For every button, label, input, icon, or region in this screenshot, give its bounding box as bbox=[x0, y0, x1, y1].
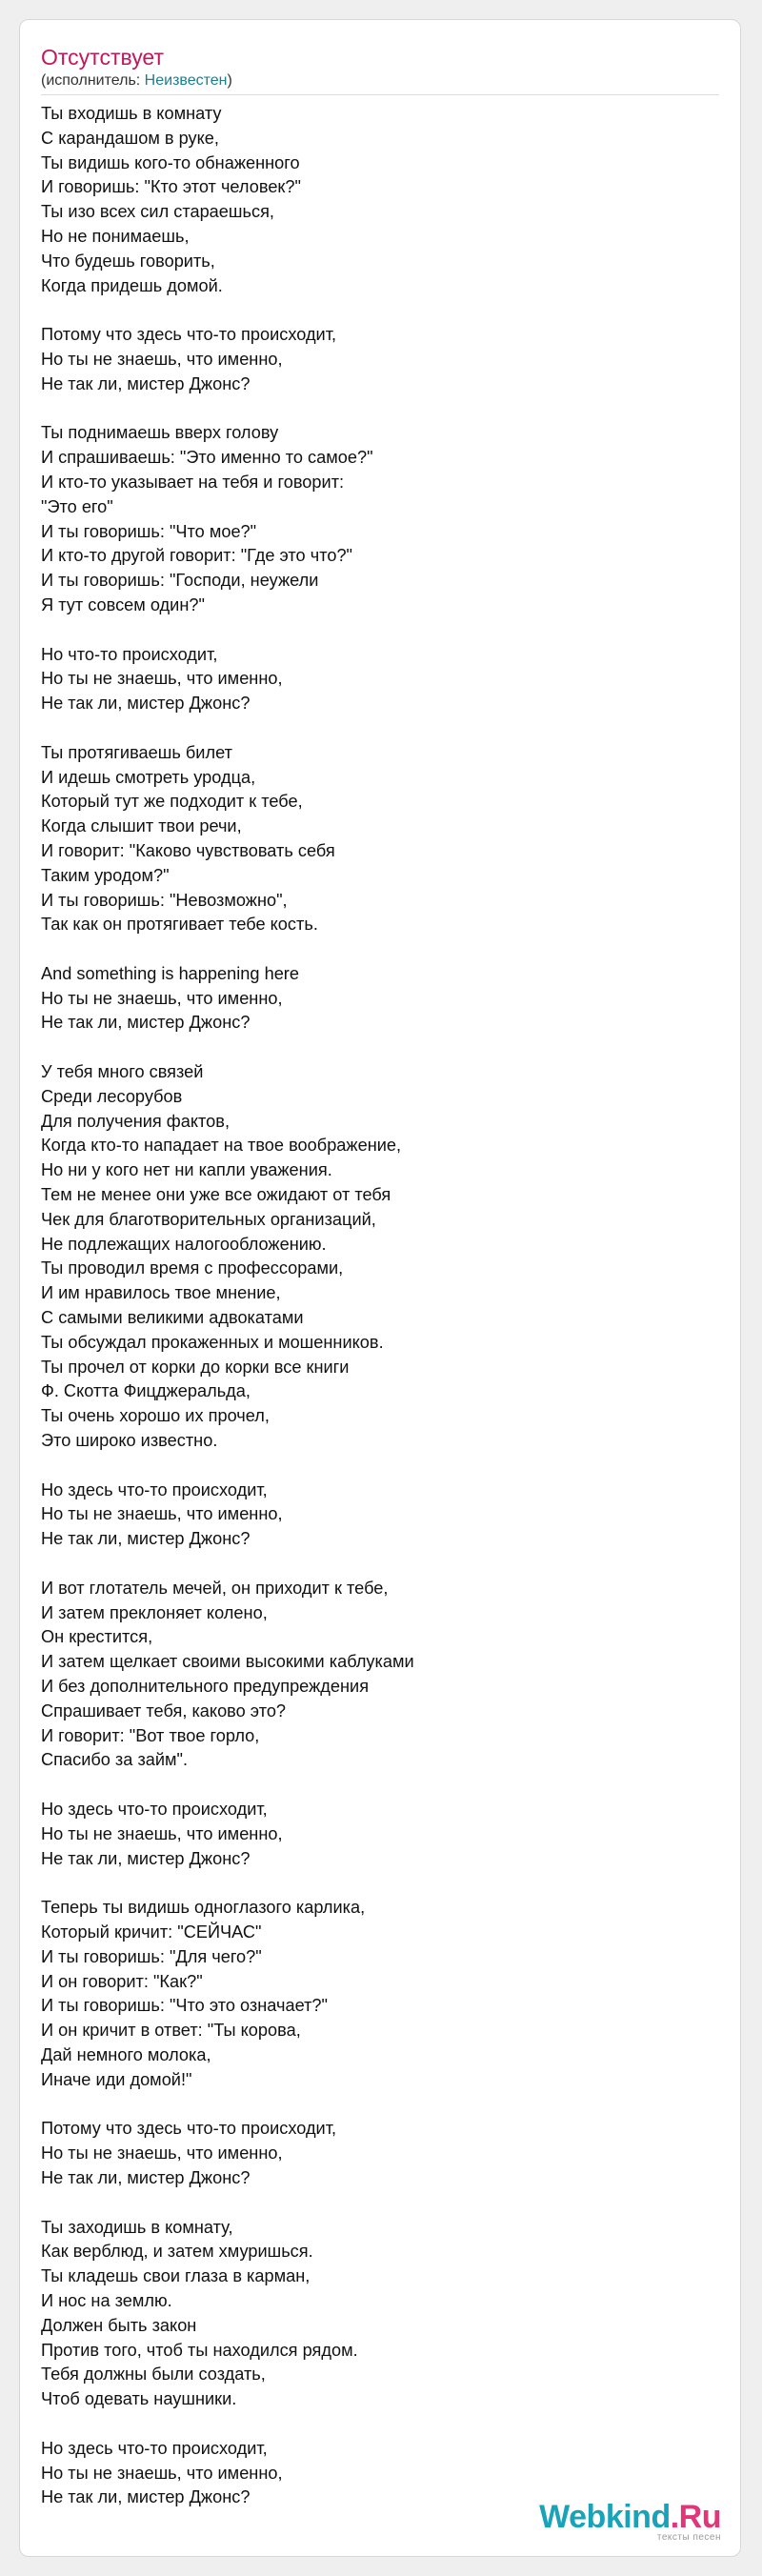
lyrics-line: Чек для благотворительных организаций, bbox=[41, 1209, 376, 1229]
lyrics-line: Ты проводил время с профессорами, bbox=[41, 1258, 344, 1278]
lyrics-line: Спрашивает тебя, каково это? bbox=[41, 1701, 287, 1721]
lyrics-line: Ф. Скотта Фицджеральда, bbox=[41, 1381, 251, 1401]
lyrics-line: Который кричит: "СЕЙЧАС" bbox=[41, 1922, 262, 1942]
lyrics-line: Но здесь что-то происходит, bbox=[41, 1479, 268, 1499]
lyrics-line: Против того, чтоб ты находился рядом. bbox=[41, 2340, 358, 2360]
lyrics-line: Должен быть закон bbox=[41, 2315, 197, 2335]
lyrics-line: Ты обсуждал прокаженных и мошенников. bbox=[41, 1332, 384, 1352]
lyrics-line: Он крестится, bbox=[41, 1627, 153, 1647]
lyrics-line: Когда кто-то нападает на твое воображение, bbox=[41, 1136, 402, 1156]
lyrics-line: И он кричит в ответ: "Ты корова, bbox=[41, 2021, 301, 2041]
lyrics-stanza bbox=[41, 102, 727, 298]
lyrics-line: Я тут совсем один?" bbox=[41, 594, 205, 614]
lyrics-line: И говорит: "Вот твое горло, bbox=[41, 1725, 260, 1745]
lyrics-line: Но ты не знаешь, что именно, bbox=[41, 1823, 283, 1843]
lyrics-line: Но ты не знаешь, что именно, bbox=[41, 1504, 283, 1524]
lyrics-line: И говорит: "Каково чувствовать себя bbox=[41, 840, 335, 860]
lyrics-line: И вот глотатель мечей, он приходит к тебе, bbox=[41, 1578, 389, 1598]
lyrics-line: И он говорит: "Как?" bbox=[41, 1971, 203, 1991]
artist-prefix: (исполнитель: bbox=[41, 72, 145, 89]
lyrics-line: Ты входишь в комнату bbox=[41, 104, 222, 123]
lyrics-line: Для получения фактов, bbox=[41, 1111, 230, 1131]
lyrics-line: Потому что здесь что-то происходит, bbox=[41, 2119, 337, 2139]
logo-tagline: тексты песен bbox=[656, 2532, 721, 2543]
lyrics-line: Но не понимаешь, bbox=[41, 226, 190, 246]
lyrics-line: Но что-то происходит, bbox=[41, 644, 218, 664]
lyrics-line: Но ни у кого нет ни капли уважения. bbox=[41, 1160, 332, 1180]
lyrics-line: И им нравилось твое мнение, bbox=[41, 1283, 281, 1303]
lyrics-line: Ты поднимаешь вверх голову bbox=[41, 423, 279, 443]
lyrics-line: Тебя должны были создать, bbox=[41, 2365, 266, 2385]
lyrics-stanza bbox=[41, 1577, 727, 1773]
lyrics-line: Ты прочел от корки до корки все книги bbox=[41, 1357, 350, 1377]
lyrics-line: Не так ли, мистер Джонс? bbox=[41, 2487, 251, 2507]
lyrics-stanza bbox=[41, 1798, 727, 1871]
logo-part-ru: .Ru bbox=[670, 2499, 721, 2535]
lyrics-line: Не так ли, мистер Джонс? bbox=[41, 1529, 251, 1549]
lyrics-line: Ты кладешь свои глаза в карман, bbox=[41, 2266, 311, 2286]
lyrics-line: И ты говоришь: "Для чего?" bbox=[41, 1946, 262, 1966]
lyrics-line: Но ты не знаешь, что именно, bbox=[41, 2463, 283, 2483]
lyrics-line: And something is happening here bbox=[41, 963, 299, 983]
lyrics-line: Ты протягиваешь билет bbox=[41, 742, 232, 762]
lyrics-line: Тем не менее они уже все ожидают от тебя bbox=[41, 1185, 391, 1205]
lyrics-line: Чтоб одевать наушники. bbox=[41, 2389, 237, 2409]
lyrics-line: Но ты не знаешь, что именно, bbox=[41, 669, 283, 689]
lyrics-line: И спрашиваешь: "Это именно то самое?" bbox=[41, 448, 373, 468]
lyrics-line: Среди лесорубов bbox=[41, 1086, 183, 1106]
lyrics-line: Который тут же подходит к тебе, bbox=[41, 792, 303, 812]
lyrics-line: "Это его" bbox=[41, 496, 113, 516]
lyrics-line: Не подлежащих налогообложению. bbox=[41, 1234, 327, 1254]
lyrics-line: И без дополнительного предупреждения bbox=[41, 1677, 370, 1696]
lyrics-line: И нос на землю. bbox=[41, 2290, 172, 2310]
logo-wordmark bbox=[539, 2500, 721, 2534]
lyrics-line: И кто-то указывает на тебя и говорит: bbox=[41, 472, 345, 492]
lyrics-line: Не так ли, мистер Джонс? bbox=[41, 373, 251, 393]
lyrics-line: Дай немного молока, bbox=[41, 2044, 211, 2064]
site-logo[interactable] bbox=[539, 2500, 721, 2543]
lyrics-line: Так как он протягивает тебе кость. bbox=[41, 915, 318, 935]
lyrics-line: У тебя много связей bbox=[41, 1062, 204, 1082]
artist-link[interactable]: Неизвестен bbox=[144, 72, 228, 89]
lyrics-stanza bbox=[41, 1060, 727, 1454]
lyrics-stanza bbox=[41, 643, 727, 716]
logo-part-webkind: Webkind bbox=[539, 2499, 671, 2535]
lyrics-line: Как верблюд, и затем хмуришься. bbox=[41, 2242, 313, 2262]
lyrics-line: Но ты не знаешь, что именно, bbox=[41, 988, 283, 1008]
lyrics-line: Не так ли, мистер Джонс? bbox=[41, 1848, 251, 1868]
lyrics-line: С самыми великими адвокатами bbox=[41, 1308, 304, 1328]
lyrics-stanza bbox=[41, 421, 727, 617]
lyrics-line: Ты изо всех сил стараешься, bbox=[41, 202, 274, 222]
lyrics-stanza bbox=[41, 2216, 727, 2412]
lyrics-line: Но ты не знаешь, что именно, bbox=[41, 2143, 283, 2163]
lyrics-line: Это широко известно. bbox=[41, 1431, 218, 1451]
lyrics-stanza bbox=[41, 1479, 727, 1552]
lyrics-stanza bbox=[41, 1896, 727, 2092]
lyrics-line: Но здесь что-то происходит, bbox=[41, 1799, 268, 1819]
lyrics-line: И идешь смотреть уродца, bbox=[41, 767, 256, 787]
artist-line bbox=[41, 71, 232, 91]
lyrics-line: Не так ли, мистер Джонс? bbox=[41, 2167, 251, 2187]
lyrics-line: Когда слышит твои речи, bbox=[41, 816, 242, 836]
lyrics-line: Что будешь говорить, bbox=[41, 251, 215, 271]
lyrics-line: Иначе иди домой!" bbox=[41, 2069, 192, 2089]
lyrics-line: Таким уродом?" bbox=[41, 865, 170, 885]
lyrics-stanza bbox=[41, 962, 727, 1036]
song-title: Отсутствует bbox=[41, 45, 164, 70]
lyrics-line: Теперь ты видишь одноглазого карлика, bbox=[41, 1898, 366, 1918]
lyrics-line: Не так ли, мистер Джонс? bbox=[41, 1013, 251, 1033]
lyrics-line: Ты очень хорошо их прочел, bbox=[41, 1406, 270, 1426]
lyrics-stanza bbox=[41, 323, 727, 396]
artist-suffix: ) bbox=[227, 72, 232, 89]
lyrics-line: И кто-то другой говорит: "Где это что?" bbox=[41, 546, 353, 566]
lyrics-line: Но здесь что-то происходит, bbox=[41, 2438, 268, 2458]
lyrics-line: Когда придешь домой. bbox=[41, 275, 223, 295]
lyrics-line: И ты говоришь: "Что это означает?" bbox=[41, 1996, 329, 2016]
lyrics-stanza bbox=[41, 741, 727, 937]
lyrics-line: И ты говоришь: "Что мое?" bbox=[41, 521, 257, 541]
lyrics-line: И ты говоришь: "Господи, неужели bbox=[41, 571, 319, 591]
lyrics-line: С карандашом в руке, bbox=[41, 128, 219, 148]
lyrics-line: Ты видишь кого-то обнаженного bbox=[41, 152, 300, 172]
lyrics-line: Не так ли, мистер Джонс? bbox=[41, 694, 251, 714]
lyrics-line: И затем преклоняет колено, bbox=[41, 1602, 268, 1622]
lyrics-line: Но ты не знаешь, что именно, bbox=[41, 349, 283, 369]
lyrics-line: И говоришь: "Кто этот человек?" bbox=[41, 177, 301, 197]
lyrics-line: Ты заходишь в комнату, bbox=[41, 2217, 233, 2237]
lyrics-line: Потому что здесь что-то происходит, bbox=[41, 325, 337, 345]
lyrics-card bbox=[19, 19, 741, 2557]
lyrics-line: Спасибо за займ". bbox=[41, 1750, 189, 1770]
lyrics-text bbox=[41, 102, 727, 2535]
title-divider bbox=[41, 94, 719, 95]
lyrics-line: И ты говоришь: "Невозможно", bbox=[41, 890, 288, 910]
lyrics-line: И затем щелкает своими высокими каблуками bbox=[41, 1652, 414, 1672]
lyrics-stanza bbox=[41, 2117, 727, 2190]
